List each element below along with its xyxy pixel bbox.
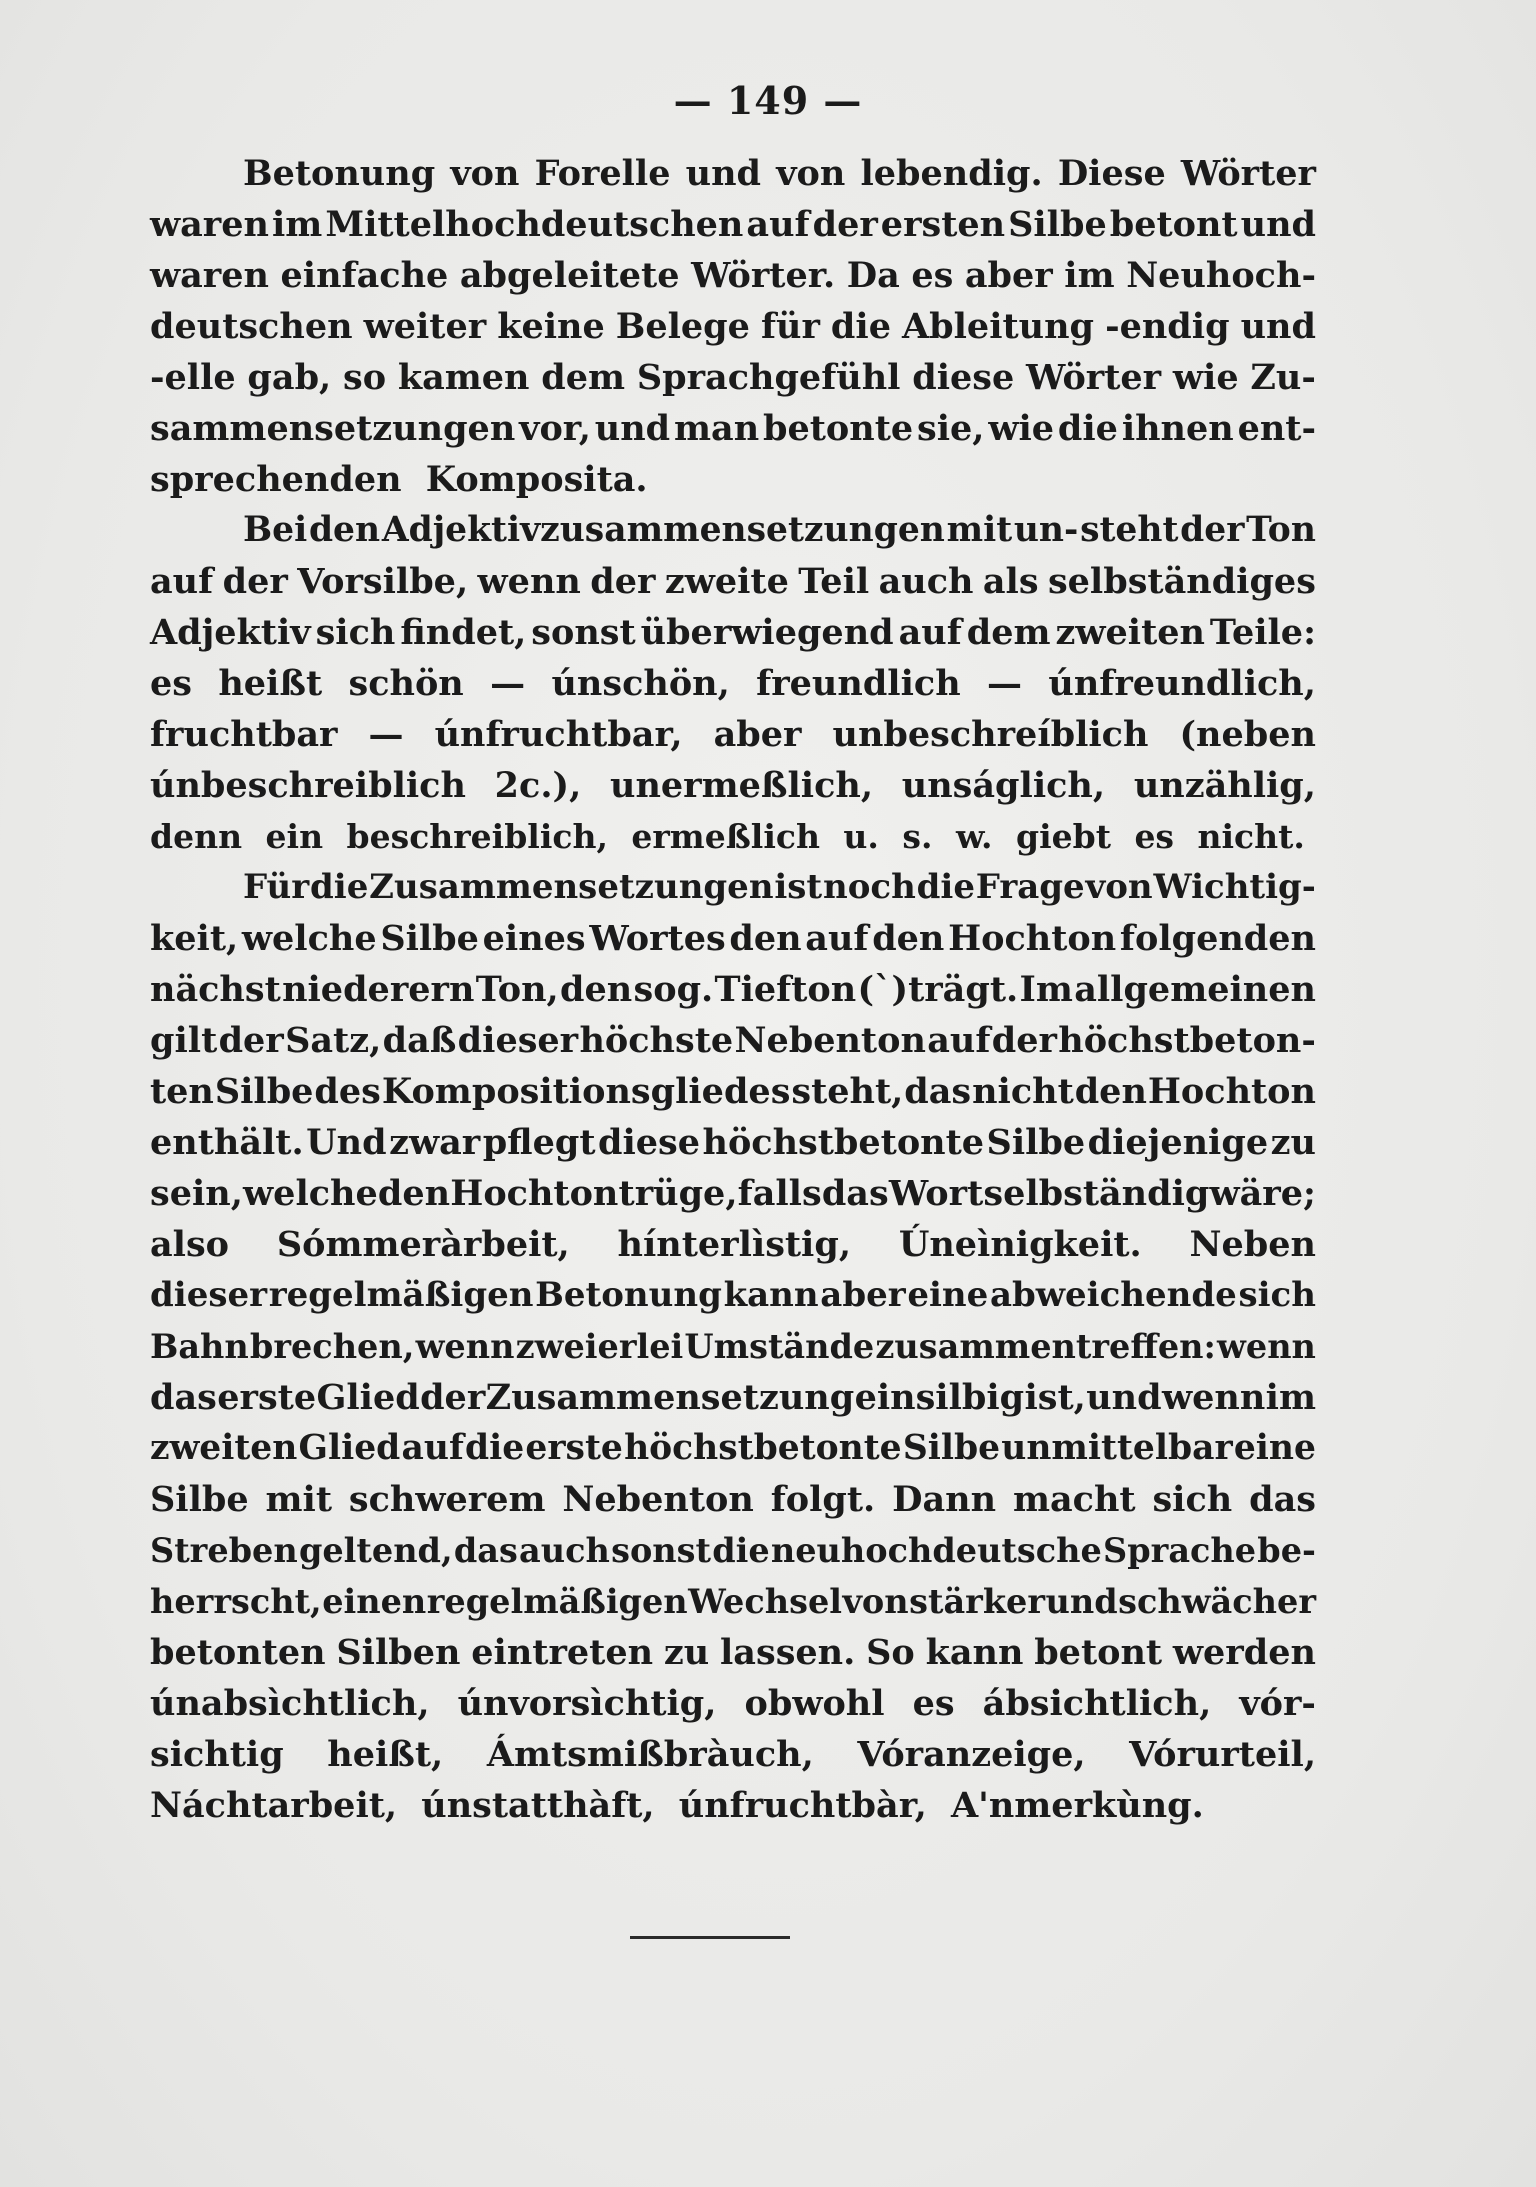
text-line: Für die Zusammensetzungen ist noch die Frage von Wichtig- bbox=[243, 867, 1316, 907]
paragraph bbox=[150, 505, 1316, 862]
text-line: zweiten Glied auf die erste höchstbetonte Silbe unmittelbar eine bbox=[150, 1428, 1316, 1468]
text-line: deutschen weiter keine Belege für die Ableitung -endig und bbox=[150, 306, 1316, 347]
paragraph bbox=[150, 862, 1316, 1831]
text-line: keit, welche Silbe eines Wortes den auf den Hochton folgenden bbox=[150, 918, 1316, 959]
text-line: Náchtarbeit, únstatthàft, únfruchtbàr, A'nmerkùng. bbox=[150, 1785, 1204, 1826]
closing-rule bbox=[630, 1936, 790, 1939]
text-line: denn ein beschreiblich, ermeßlich u. s. w. giebt es nicht. bbox=[150, 817, 1305, 856]
text-line: Streben geltend, das auch sonst die neuhochdeutsche Sprache be- bbox=[150, 1531, 1316, 1570]
paragraph bbox=[150, 148, 1316, 505]
text-line: enthält. Und zwar pflegt diese höchstbetonte Silbe diejenige zu bbox=[150, 1122, 1316, 1163]
text-line: sammensetzungen vor, und man betonte sie, wie die ihnen ent- bbox=[150, 408, 1316, 449]
text-line: sichtig heißt, Ámtsmißbràuch, Vóranzeige, Vórurteil, bbox=[150, 1734, 1316, 1775]
text-line: also Sómmeràrbeit, hínterlìstig, Úneìnigkeit. Neben bbox=[150, 1224, 1316, 1265]
text-line: Betonung von Forelle und von lebendig. Diese Wörter bbox=[243, 153, 1316, 194]
text-line: Adjektiv sich findet, sonst überwiegend auf dem zweiten Teile: bbox=[150, 612, 1316, 653]
text-line: es heißt schön — únschön, freundlich — únfreundlich, bbox=[150, 663, 1316, 704]
text-line: waren einfache abgeleitete Wörter. Da es aber im Neuhoch- bbox=[150, 255, 1316, 296]
text-line: gilt der Satz, daß dieser höchste Nebenton auf der höchstbeton- bbox=[150, 1020, 1316, 1061]
text-line: waren im Mittelhochdeutschen auf der ersten Silbe betont und bbox=[150, 204, 1316, 245]
text-line: Bei den Adjektivzusammensetzungen mit un- steht der Ton bbox=[243, 510, 1316, 550]
text-line: das erste Glied der Zusammensetzung einsilbig ist, und wenn im bbox=[150, 1377, 1316, 1418]
page-number: — 149 — bbox=[673, 78, 863, 123]
text-line: dieser regelmäßigen Betonung kann aber eine abweichende sich bbox=[150, 1275, 1316, 1315]
text-line: fruchtbar — únfruchtbar, aber unbeschreíblich (neben bbox=[150, 714, 1316, 755]
text-line: nächst niederern Ton, den sog. Tiefton (`)trägt. Im allgemeinen bbox=[150, 969, 1316, 1010]
text-line: únbeschreiblich 2c.), unermeßlich, unságlich, unzählig, bbox=[150, 765, 1316, 806]
text-line: Silbe mit schwerem Nebenton folgt. Dann macht sich das bbox=[150, 1479, 1316, 1520]
text-line: betonten Silben eintreten zu lassen. So kann betont werden bbox=[150, 1632, 1316, 1673]
text-line: sein, welche den Hochton trüge, falls das Wort selbständig wäre; bbox=[150, 1173, 1316, 1214]
text-line: ten Silbe des Kompositionsgliedes steht, das nicht den Hochton bbox=[150, 1071, 1316, 1112]
text-line: Bahn brechen, wenn zweierlei Umstände zusammentreffen: wenn bbox=[150, 1327, 1316, 1366]
text-line: únabsìchtlich, únvorsìchtig, obwohl es ábsichtlich, vór- bbox=[150, 1683, 1316, 1724]
text-line: herrscht, einen regelmäßigen Wechsel von stärker und schwächer bbox=[150, 1582, 1316, 1621]
body-text bbox=[150, 148, 1316, 1831]
text-line: -elle gab, so kamen dem Sprachgefühl diese Wörter wie Zu- bbox=[150, 357, 1316, 398]
text-line: auf der Vorsilbe, wenn der zweite Teil auch als selbständiges bbox=[150, 561, 1316, 602]
text-line: sprechenden Komposita. bbox=[150, 459, 648, 500]
